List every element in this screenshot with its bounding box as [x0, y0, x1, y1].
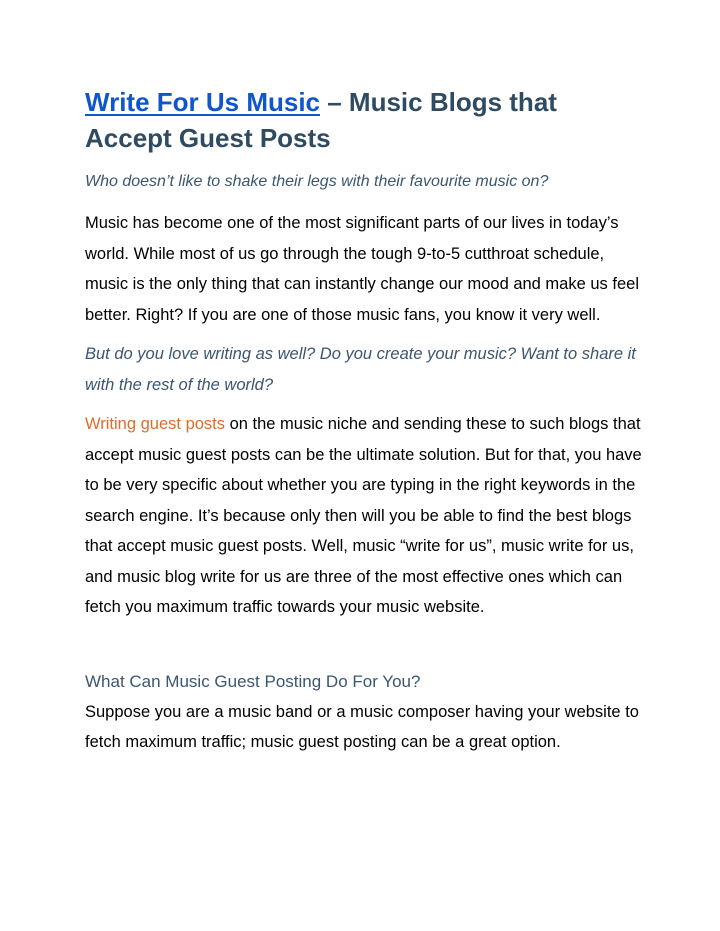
paragraph-intro: Music has become one of the most significant parts of our lives in today’s world. While most of us go through the tough 9-to-5 cutthroat schedule, music is the only thing that can instantly change our mood and make us feel better. Right? If you are one of those music fans, you know it very well.: [85, 214, 639, 324]
paragraph-guest-posts: [85, 409, 645, 623]
title-text: – Music Blogs that Accept Guest Posts: [85, 87, 557, 153]
document-page: [85, 84, 645, 758]
subtitle: Who doesn’t like to shake their legs with their favourite music on?: [85, 173, 549, 190]
section-heading: What Can Music Guest Posting Do For You?: [85, 671, 421, 691]
paragraph-section: Suppose you are a music band or a music composer having your website to fetch maximum traffic; music guest posting can be a great option.: [85, 702, 639, 751]
title-link[interactable]: Write For Us Music: [85, 87, 321, 117]
paragraph-guest-posts-text: on the music niche and sending these to such blogs that accept music guest posts can be the ultimate solution. But for that, you have to be very specific about whether you are typing in the right keywords in the search engine. It’s because only then will you be able to find the best blogs that accept music guest posts. Well, music “write for us”, music write for us, and music blog write for us are three of the most effective ones which can fetch you maximum traffic towards your music website.: [85, 415, 642, 616]
italic-question: But do you love writing as well? Do you create your music? Want to share it with the rest of the world?: [85, 345, 636, 394]
writing-guest-posts-link[interactable]: Writing guest posts: [85, 415, 226, 433]
page-title: [85, 84, 645, 156]
